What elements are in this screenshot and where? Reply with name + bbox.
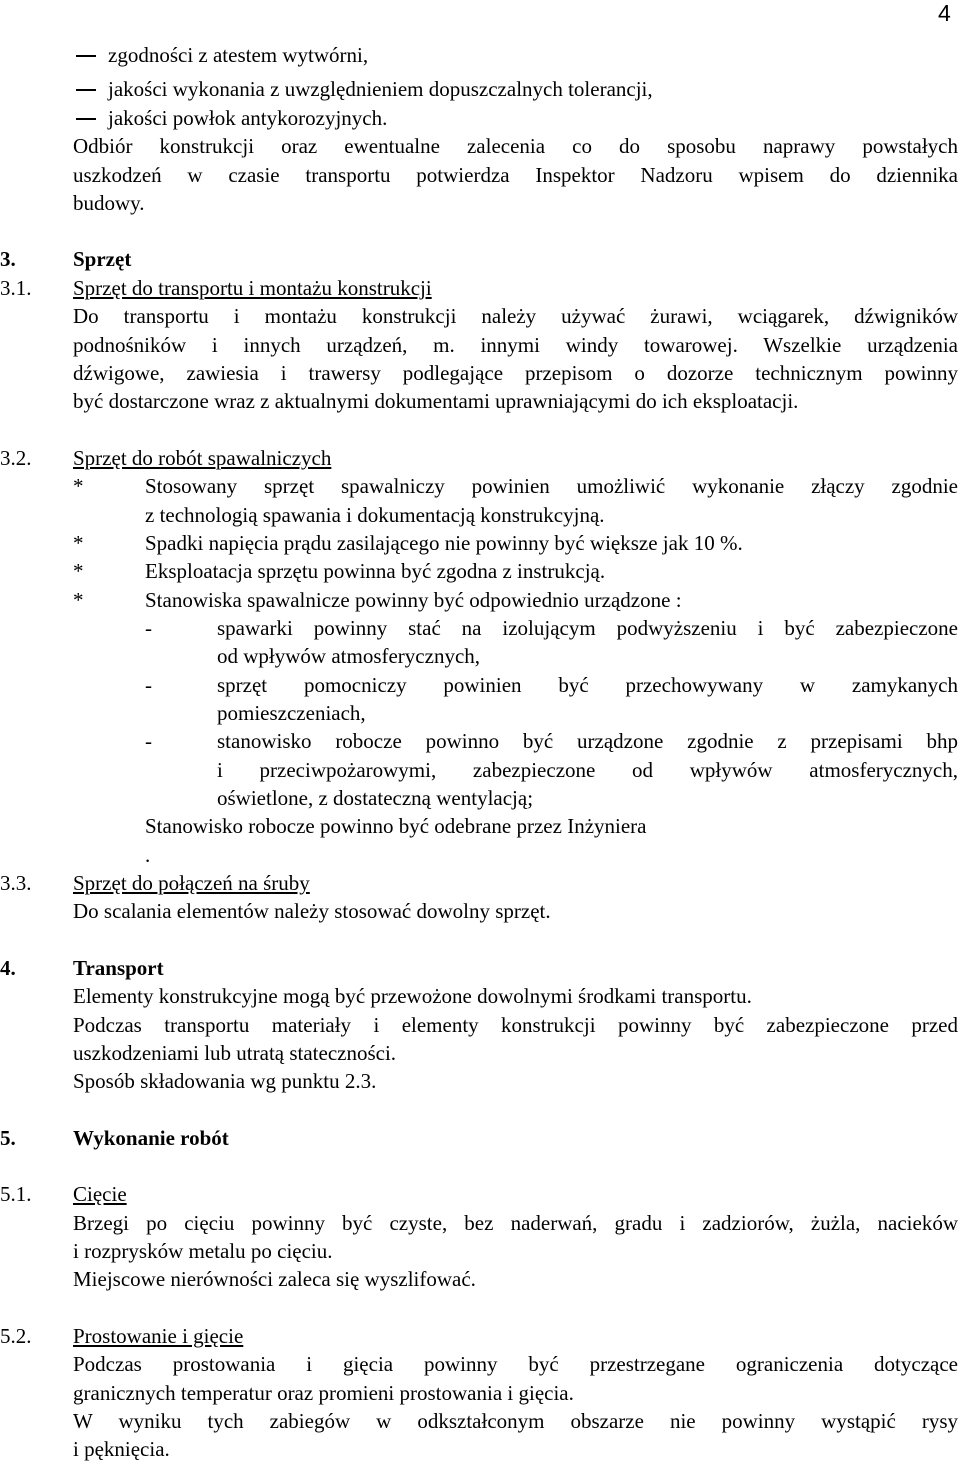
hyphen-bullet: - bbox=[145, 729, 152, 753]
list-item: jakości wykonania z uwzględnieniem dopuszczalnych tolerancji, bbox=[108, 77, 653, 101]
subsection-number: 5.2. bbox=[0, 1324, 32, 1348]
paragraph-line: Brzegi po cięciu powinny być czyste, bez naderwań, gradu i zadziorów, żużla, nacieków bbox=[73, 1211, 958, 1235]
subsection-heading: Sprzęt do transportu i montażu konstrukcji bbox=[73, 276, 432, 300]
paragraph-line: W wyniku tych zabiegów w odkształconym obszarze nie powinny wystąpić rysy bbox=[73, 1409, 958, 1433]
paragraph-line: Do scalania elementów należy stosować dowolny sprzęt. bbox=[73, 899, 551, 923]
paragraph-line: Miejscowe nierówności zaleca się wyszlifować. bbox=[73, 1267, 476, 1291]
dash-bullet bbox=[76, 89, 96, 91]
bullet-text: Stosowany sprzęt spawalniczy powinien umożliwić wykonanie złączy zgodnie bbox=[145, 474, 958, 498]
section-number: 4. bbox=[0, 956, 16, 980]
sub-bullet-text: i przeciwpożarowymi, zabezpieczone od wpływów atmosferycznych, bbox=[217, 758, 958, 782]
subsection-heading: Cięcie bbox=[73, 1182, 127, 1206]
subsection-heading: Sprzęt do połączeń na śruby bbox=[73, 871, 310, 895]
paragraph-line: Do transportu i montażu konstrukcji należy używać żurawi, wciągarek, dźwigników bbox=[73, 304, 958, 328]
paragraph-line: być dostarczone wraz z aktualnymi dokumentami uprawniającymi do ich eksploatacji. bbox=[73, 389, 799, 413]
paragraph-line: budowy. bbox=[73, 191, 145, 215]
subsection-number: 3.3. bbox=[0, 871, 32, 895]
section-heading: Sprzęt bbox=[73, 247, 132, 271]
subsection-number: 3.2. bbox=[0, 446, 32, 470]
sub-bullet-text: stanowisko robocze powinno być urządzone zgodnie z przepisami bhp bbox=[217, 729, 958, 753]
paragraph-line: Podczas prostowania i gięcia powinny być przestrzegane ograniczenia dotyczące bbox=[73, 1352, 958, 1376]
section-heading: Wykonanie robót bbox=[73, 1126, 229, 1150]
closing-text: Stanowisko robocze powinno być odebrane przez Inżyniera bbox=[145, 814, 647, 838]
subsection-number: 3.1. bbox=[0, 276, 32, 300]
hyphen-bullet: - bbox=[145, 673, 152, 697]
paragraph-line: Podczas transportu materiały i elementy konstrukcji powinny być zabezpieczone przed bbox=[73, 1013, 958, 1037]
paragraph-line: uszkodzeniami lub utratą stateczności. bbox=[73, 1041, 397, 1065]
subsection-heading: Sprzęt do robót spawalniczych bbox=[73, 446, 332, 470]
paragraph-line: Sposób składowania wg punktu 2.3. bbox=[73, 1069, 377, 1093]
hyphen-bullet: - bbox=[145, 616, 152, 640]
section-number: 3. bbox=[0, 247, 16, 271]
stray-period: . bbox=[145, 843, 151, 867]
paragraph-line: granicznych temperatur oraz promieni prostowania i gięcia. bbox=[73, 1381, 574, 1405]
sub-bullet-text: od wpływów atmosferycznych, bbox=[217, 644, 481, 668]
paragraph-line: i pęknięcia. bbox=[73, 1437, 170, 1461]
bullet-text: Eksploatacja sprzętu powinna być zgodna z instrukcją. bbox=[145, 559, 606, 583]
bullet-text: Spadki napięcia prądu zasilającego nie powinny być większe jak 10 %. bbox=[145, 531, 743, 555]
page-number: 4 bbox=[938, 0, 951, 26]
star-bullet: * bbox=[73, 531, 84, 555]
star-bullet: * bbox=[73, 559, 84, 583]
bullet-text: Stanowiska spawalnicze powinny być odpowiednio urządzone : bbox=[145, 588, 682, 612]
paragraph-line: uszkodzeń w czasie transportu potwierdza Inspektor Nadzoru wpisem do dziennika bbox=[73, 163, 958, 187]
sub-bullet-text: oświetlone, z dostateczną wentylacją; bbox=[217, 786, 534, 810]
subsection-number: 5.1. bbox=[0, 1182, 32, 1206]
sub-bullet-text: sprzęt pomocniczy powinien być przechowywany w zamykanych bbox=[217, 673, 958, 697]
list-item: jakości powłok antykorozyjnych. bbox=[108, 106, 388, 130]
dash-bullet bbox=[76, 55, 96, 57]
section-heading: Transport bbox=[73, 956, 164, 980]
paragraph-line: dźwigowe, zawiesia i trawersy podlegające przepisom o dozorze technicznym powinny bbox=[73, 361, 958, 385]
paragraph-line: Elementy konstrukcyjne mogą być przewożone dowolnymi środkami transportu. bbox=[73, 984, 752, 1008]
paragraph-line: Odbiór konstrukcji oraz ewentualne zalecenia co do sposobu naprawy powstałych bbox=[73, 134, 958, 158]
paragraph-line: i rozprysków metalu po cięciu. bbox=[73, 1239, 333, 1263]
star-bullet: * bbox=[73, 588, 84, 612]
subsection-heading: Prostowanie i gięcie bbox=[73, 1324, 244, 1348]
star-bullet: * bbox=[73, 474, 84, 498]
dash-bullet bbox=[76, 118, 96, 120]
sub-bullet-text: pomieszczeniach, bbox=[217, 701, 366, 725]
list-item: zgodności z atestem wytwórni, bbox=[108, 43, 369, 67]
sub-bullet-text: spawarki powinny stać na izolującym podwyższeniu i być zabezpieczone bbox=[217, 616, 958, 640]
bullet-text: z technologią spawania i dokumentacją konstrukcyjną. bbox=[145, 503, 605, 527]
section-number: 5. bbox=[0, 1126, 16, 1150]
paragraph-line: podnośników i innych urządzeń, m. innymi windy towarowej. Wszelkie urządzenia bbox=[73, 333, 958, 357]
